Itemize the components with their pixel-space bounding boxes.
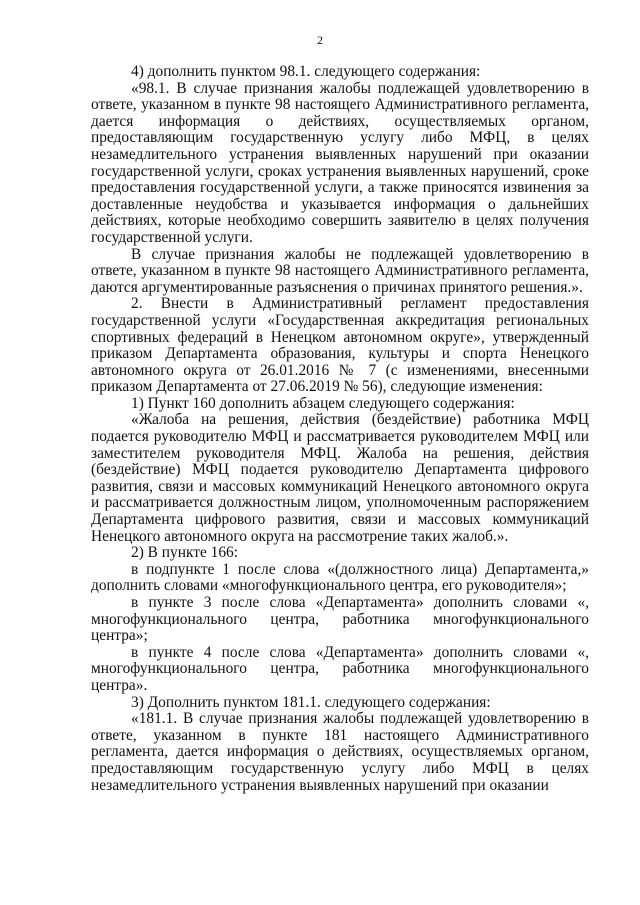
paragraph-181-1-text: «181.1. В случае признания жалобы подлежащей удовлетворению в ответе, указанном в пункте 181 настоящего Административного регламента, дается информация о действиях, осуществляемых органом, предоставляющим государственную услугу либо МФЦ в целях незамедлительного устранения выявленных нарушений при оказании <box>91 710 589 794</box>
paragraph-item4: 4) дополнить пунктом 98.1. следующего содержания: <box>131 63 481 80</box>
paragraph-subpoint1: в подпункте 1 после слова «(должностного лица) Департамента,» дополнить словами «многофункционального центра, его руководителя»; <box>91 560 589 595</box>
paragraph-point181-1: 3) Дополнить пунктом 181.1. следующего содержания: <box>131 693 491 711</box>
page-number: 2 <box>317 33 323 47</box>
paragraph-point166: 2) В пункте 166: <box>131 544 238 562</box>
paragraph-item2-amend: 2. Внести в Административный регламент предоставления государственной услуги «Государственная аккредитация региональных спортивных федераций в Ненецком автономном округе», утвержденный приказом Департамента образования, культуры и спорта Ненецкого автономного округа от 26.01.2016 № 7 (с изменениями, внесенными приказом Департамента от 27.06.2019 № 56), следующие изменения: <box>91 295 589 396</box>
document-body <box>91 64 589 794</box>
paragraph-point160: 1) Пункт 160 дополнить абзацем следующего содержания: <box>131 394 515 412</box>
paragraph-complaint-mfc: «Жалоба на решения, действия (бездействие) работника МФЦ подается руководителю МФЦ и рассматривается руководителем МФЦ или заместителем руководителя МФЦ. Жалоба на решения, действия (бездействие) МФЦ подается руководителю Департамента цифрового развития, связи и массовых коммуникаций Ненецкого автономного округа и рассматривается должностным лицом, уполномоченным распоряжением Департамента цифрового развития, связи и массовых коммуникаций Ненецкого автономного округа на рассмотрение таких жалоб.». <box>91 411 589 545</box>
paragraph-subpoint3: в пункте 3 после слова «Департамента» дополнить словами «, многофункционального центра, работника многофункционального центра»; <box>91 594 589 645</box>
paragraph-subpoint4: в пункте 4 после слова «Департамента» дополнить словами «, многофункционального центра, работника многофункционального центра». <box>91 643 589 694</box>
paragraph-98-1: «98.1. В случае признания жалобы подлежащей удовлетворению в ответе, указанном в пункте 98 настоящего Административного регламента, дается информация о действиях, осуществляемых органом, предоставляющим государственную услугу либо МФЦ, в целях незамедлительного устранения выявленных нарушений при оказании государственной услуги, сроках устранения выявленных нарушений, сроке предоставления государственной услуги, а также приносятся извинения за доставленные неудобства и указывается информация о дальнейших действиях, которые необходимо совершить заявителю в целях получения государственной услуги. <box>91 79 589 246</box>
paragraph-not-satisfied: В случае признания жалобы не подлежащей удовлетворению в ответе, указанном в пункте 98 настоящего Административного регламента, даются аргументированные разъяснения о причинах принятого решения.». <box>91 245 589 296</box>
